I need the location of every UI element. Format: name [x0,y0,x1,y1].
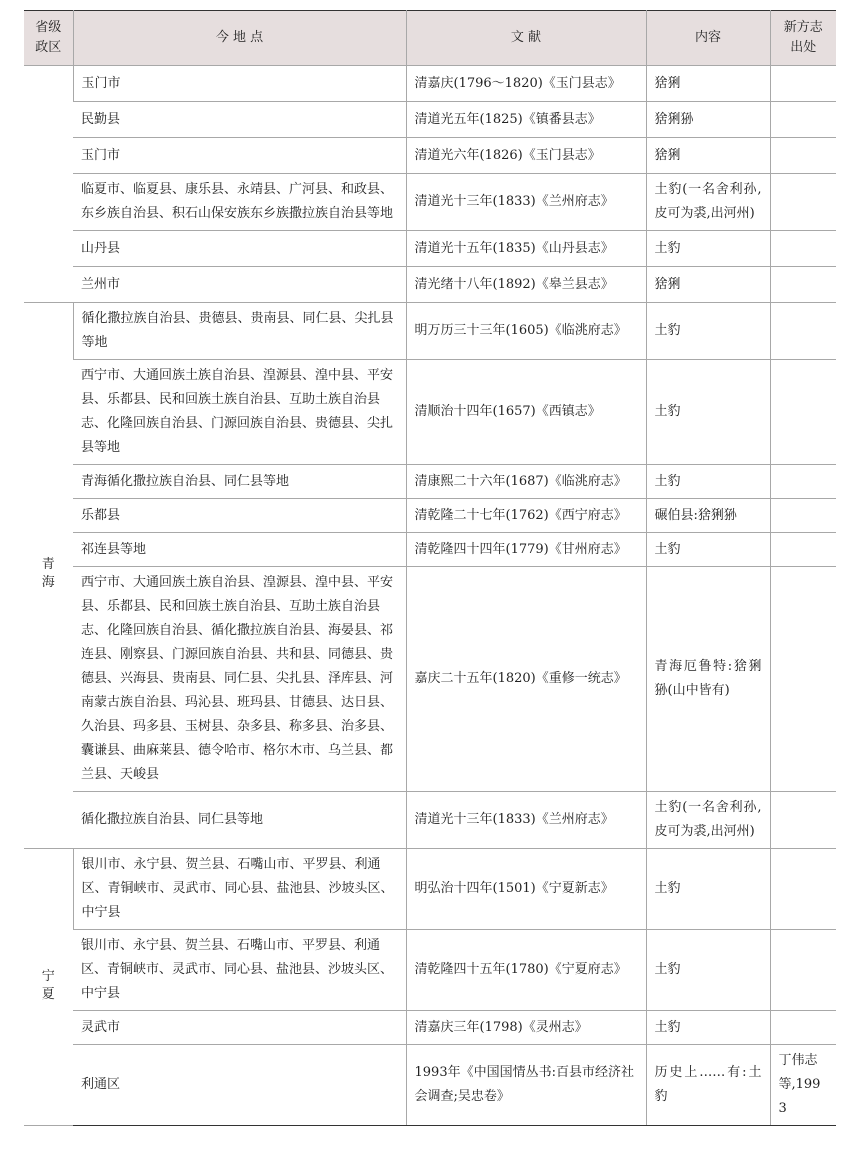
source-cell [770,567,836,792]
location-cell: 循化撒拉族自治县、同仁县等地 [73,792,406,849]
document-cell: 清乾隆二十七年(1762)《西宁府志》 [406,499,646,533]
table-row [24,533,836,567]
location-cell: 利通区 [73,1045,406,1126]
source-cell [770,499,836,533]
header-source: 新方志 出处 [770,11,836,66]
source-cell [770,102,836,138]
source-cell [770,174,836,231]
source-cell [770,267,836,303]
content-cell: 土豹 [646,303,770,360]
location-cell: 西宁市、大通回族土族自治县、湟源县、湟中县、平安县、乐都县、民和回族土族自治县、互助土族自治县志、化隆回族自治县、循化撒拉族自治县、海晏县、祁连县、刚察县、门源回族自治县、共和县、同德县、贵德县、兴海县、贵南县、同仁县、尖扎县、泽库县、河南蒙古族自治县、玛沁县、班玛县、甘德县、达日县、久治县、玛多县、玉树县、杂多县、称多县、治多县、囊谦县、曲麻莱县、德令哈市、格尔木市、乌兰县、都兰县、天峻县 [73,567,406,792]
content-cell: 土豹 [646,360,770,465]
document-cell: 1993年《中国国情丛书:百县市经济社会调查;吴忠卷》 [406,1045,646,1126]
table-row [24,499,836,533]
province-cell: 宁夏 [24,849,73,1126]
content-cell: 土豹 [646,1011,770,1045]
gazetteer-table [24,10,836,1126]
content-cell: 土豹 [646,465,770,499]
document-cell: 清道光五年(1825)《镇番县志》 [406,102,646,138]
source-cell [770,1011,836,1045]
document-cell: 清乾隆四十五年(1780)《宁夏府志》 [406,930,646,1011]
document-cell: 清道光十三年(1833)《兰州府志》 [406,174,646,231]
source-cell [770,231,836,267]
location-cell: 玉门市 [73,66,406,102]
source-cell [770,849,836,930]
location-cell: 民勤县 [73,102,406,138]
source-cell [770,930,836,1011]
location-cell: 灵武市 [73,1011,406,1045]
table-wrapper [24,10,836,1126]
content-cell: 土豹 [646,231,770,267]
content-cell: 历史上……有:土豹 [646,1045,770,1126]
table-row [24,360,836,465]
content-cell: 土豹(一名舍利孙,皮可为裘,出河州) [646,174,770,231]
province-cell: 青海 [24,303,73,849]
province-cell [24,66,73,303]
source-cell [770,303,836,360]
document-cell: 清康熙二十六年(1687)《临洮府志》 [406,465,646,499]
location-cell: 银川市、永宁县、贺兰县、石嘴山市、平罗县、利通区、青铜峡市、灵武市、同心县、盐池县、沙坡头区、中宁县 [73,849,406,930]
content-cell: 猞猁 [646,267,770,303]
content-cell: 土豹 [646,849,770,930]
table-row [24,303,836,360]
content-cell: 猞猁狲 [646,102,770,138]
location-cell: 临夏市、临夏县、康乐县、永靖县、广河县、和政县、东乡族自治县、积石山保安族东乡族撒拉族自治县等地 [73,174,406,231]
header-location: 今 地 点 [73,11,406,66]
location-cell: 兰州市 [73,267,406,303]
header-province: 省级 政区 [24,11,73,66]
table-row [24,66,836,102]
table-row [24,1011,836,1045]
document-cell: 清道光十五年(1835)《山丹县志》 [406,231,646,267]
table-row [24,1045,836,1126]
content-cell: 青海厄鲁特:猞猁狲(山中皆有) [646,567,770,792]
table-row [24,231,836,267]
table-row [24,792,836,849]
document-cell: 清嘉庆三年(1798)《灵州志》 [406,1011,646,1045]
location-cell: 祁连县等地 [73,533,406,567]
location-cell: 银川市、永宁县、贺兰县、石嘴山市、平罗县、利通区、青铜峡市、灵武市、同心县、盐池县、沙坡头区、中宁县 [73,930,406,1011]
document-cell: 明弘治十四年(1501)《宁夏新志》 [406,849,646,930]
content-cell: 土豹 [646,533,770,567]
table-row [24,138,836,174]
document-cell: 嘉庆二十五年(1820)《重修一统志》 [406,567,646,792]
source-cell [770,465,836,499]
location-cell: 青海循化撒拉族自治县、同仁县等地 [73,465,406,499]
content-cell: 猞猁 [646,138,770,174]
document-cell: 清顺治十四年(1657)《西镇志》 [406,360,646,465]
document-cell: 明万历三十三年(1605)《临洮府志》 [406,303,646,360]
location-cell: 乐都县 [73,499,406,533]
table-row [24,267,836,303]
source-cell [770,66,836,102]
table-row [24,465,836,499]
document-cell: 清嘉庆(1796～1820)《玉门县志》 [406,66,646,102]
source-cell [770,792,836,849]
location-cell: 循化撒拉族自治县、贵德县、贵南县、同仁县、尖扎县等地 [73,303,406,360]
source-cell [770,533,836,567]
header-content: 内容 [646,11,770,66]
document-cell: 清乾隆四十四年(1779)《甘州府志》 [406,533,646,567]
document-cell: 清道光十三年(1833)《兰州府志》 [406,792,646,849]
location-cell: 山丹县 [73,231,406,267]
table-row [24,849,836,930]
content-cell: 土豹 [646,930,770,1011]
header-document: 文 献 [406,11,646,66]
table-row [24,930,836,1011]
source-cell [770,360,836,465]
table-row [24,102,836,138]
document-cell: 清光绪十八年(1892)《皋兰县志》 [406,267,646,303]
table-row [24,567,836,792]
document-cell: 清道光六年(1826)《玉门县志》 [406,138,646,174]
location-cell: 玉门市 [73,138,406,174]
table-row [24,174,836,231]
header-row [24,11,836,66]
location-cell: 西宁市、大通回族土族自治县、湟源县、湟中县、平安县、乐都县、民和回族土族自治县、互助土族自治县志、化隆回族自治县、门源回族自治县、贵德县、尖扎县等地 [73,360,406,465]
content-cell: 猞猁 [646,66,770,102]
source-cell: 丁伟志等,1993 [770,1045,836,1126]
content-cell: 碾伯县:猞猁狲 [646,499,770,533]
content-cell: 土豹(一名舍利孙,皮可为裘,出河州) [646,792,770,849]
source-cell [770,138,836,174]
